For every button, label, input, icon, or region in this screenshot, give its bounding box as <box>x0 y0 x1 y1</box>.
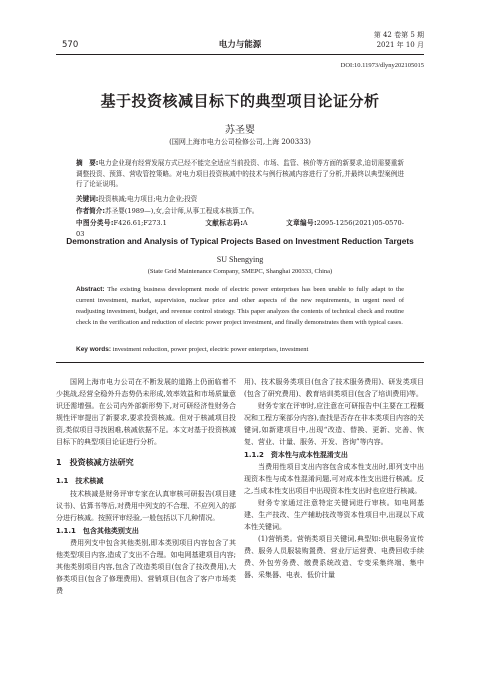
article-title-cn: 基于投资核减目标下的典型项目论证分析 <box>100 92 380 110</box>
keywords-en-label: Key words: <box>76 346 112 353</box>
body-column-left <box>56 376 236 597</box>
keywords-cn <box>76 194 404 205</box>
author-bio-cn <box>76 206 404 217</box>
document-code-label: 文献标志码: <box>205 219 243 227</box>
subsection-heading-1-1-1: 1.1.1 包含其他类别支出 <box>56 527 139 535</box>
paragraph-capital-cost: 当费用性项目支出内容包含成本性支出时,即列支中出现资本性与成本性混淆问题,可对成本性支出进行核减。反之,当成本性支出项目中出现资本性支出时也应进行核减。 <box>244 463 424 495</box>
article-id-label: 文章编号: <box>286 219 317 227</box>
subsection-heading-1-1-2: 1.1.2 资本性与成本性混淆支出 <box>244 451 348 459</box>
bio-cn-text: 苏圣婴(1989—),女,会计师,从事工程成本核算工作。 <box>105 207 259 215</box>
author-en: SU Shengying <box>216 255 264 264</box>
clc-value: F426.61;F273.1 <box>113 219 167 227</box>
body-column-right <box>244 376 424 581</box>
paragraph-1-1: 技术核减是财务评审专家在认真审核可研报告(项目建议书)、估算书等后,对费用中列支的不合理、不应列入的部分进行核减。按照评审经验,一般包括以下几种情况。 <box>56 490 236 522</box>
intro-paragraph: 国网上海市电力公司在不断发展的道路上仍面临着不少挑战,经营全稳外升态势仍未形成,效率效益和市场质量意识还需增强。在公司内外部新形势下,对可研经济性财务合规性评审提出了新要求,要求投资核减。但对于核减项目投资,类似项目寻找困难,核减依据不足。本文对基于投资核减目标下的典型项目论证进行分析。 <box>56 378 236 446</box>
subsection-heading-1-1: 1.1 技术核减 <box>56 477 104 485</box>
paragraph-keyword-check: 财务专家在评审时,应注意在可研报告中(主要在工程概况和工程方案部分内容),查找是否存在非本类项目内容的关键词,如新建项目中,出现“改造、替换、更新、完善、恢复、营业、计量、服务、开发、咨询”等内容。 <box>244 402 424 446</box>
paragraph-expert-review: 财务专家通过注意特定关键词进行审核。如电网基建、生产技改、生产辅助技改等资本性项目中,出现以下成本性关键词。 <box>244 499 424 531</box>
paragraph-continued: 用)、技术服务类项目(包含了技术服务费用)、研发类项目(包含了研究费用)、教育培训类项目(包含了培训费用)等。 <box>244 378 424 398</box>
issue-info <box>374 30 424 50</box>
keywords-cn-text: 投资核减;电力项目;电力企业;投资 <box>98 195 198 203</box>
journal-name: 电力与能源 <box>218 40 262 50</box>
article-title-en: Demonstration and Analysis of Typical Projects Based on Investment Reduction Targets <box>66 236 414 246</box>
volume-issue: 第 42 卷第 5 期 <box>373 31 424 39</box>
abstract-en-label: Abstract: <box>76 286 105 293</box>
document-code <box>205 219 265 227</box>
abstract-cn <box>76 158 404 190</box>
keywords-cn-label: 关键词: <box>76 195 99 203</box>
keywords-en <box>76 346 404 353</box>
running-header <box>56 30 424 55</box>
paragraph-1-1-1: 费用列支中包含其他类别,即本类别项目内容包含了其他类型项目内容,造成了支出不合理。如电网基建项目内容;其他类别项目内容,包含了改造类项目(包含了技改费用),大修类项目(包含了修理费用)、营销项目(包含了客户市场类费 <box>56 539 236 595</box>
affiliation-en: (State Grid Maintenance Company, SMEPC, Shanghai 200333, China) <box>147 268 333 275</box>
abstract-en <box>76 285 404 329</box>
document-code-value: A <box>242 219 248 227</box>
bio-cn-label: 作者简介: <box>76 207 106 215</box>
author-cn: 苏圣婴 <box>225 125 255 136</box>
keywords-en-text: investment reduction, power project, electric power enterprises, investment <box>112 346 309 353</box>
issue-date: 2021 年 10 月 <box>376 41 424 49</box>
section-heading-1: 1 投资核减方法研究 <box>56 458 134 467</box>
clc-number <box>76 219 185 227</box>
clc-label: 中图分类号: <box>76 219 114 227</box>
abstract-cn-text: 电力企业现有经营发展方式已经不能完全适应当前投资、市场、监管、核价等方面的新要求,迫切需要重新调整投资、预算、营收管控策略。对电力项目投资核减中的技术与例行核减内容进行了分析,并最终以典型案例进行了论证说明。 <box>76 159 404 189</box>
abstract-en-text: The existing business development mode of electric power enterprises has been unable to fully adapt to the current investment, market, supervision, nuclear price and other aspects of the new requirements, in urgent need of readjusting investment, budget, and revenue control strategy. This paper analyzes the contents of technical check and routine check in the verification and reduction of electric power project investment, and finally demonstrates them with typical cases. <box>76 286 404 326</box>
article-id-value: 2095-1256(2021)05-0570-03 <box>76 219 404 238</box>
page-number: 570 <box>62 40 79 50</box>
abstract-cn-label: 摘 要: <box>76 159 99 167</box>
affiliation-cn: (国网上海市电力公司检修公司,上海 200333) <box>169 138 311 146</box>
section-divider <box>56 362 424 363</box>
doi[interactable]: DOI:10.11973/dlyny202105015 <box>340 62 424 69</box>
paragraph-marketing: (1)营销类。营销类项目关键词,典型如:供电服务宣传费、服务人员服装购置费、营业厅运营费、电费回收手续费、外包劳务费、缴费系统改造、专变采集终端、集中器、采集器、电表、低价计量 <box>244 535 424 579</box>
